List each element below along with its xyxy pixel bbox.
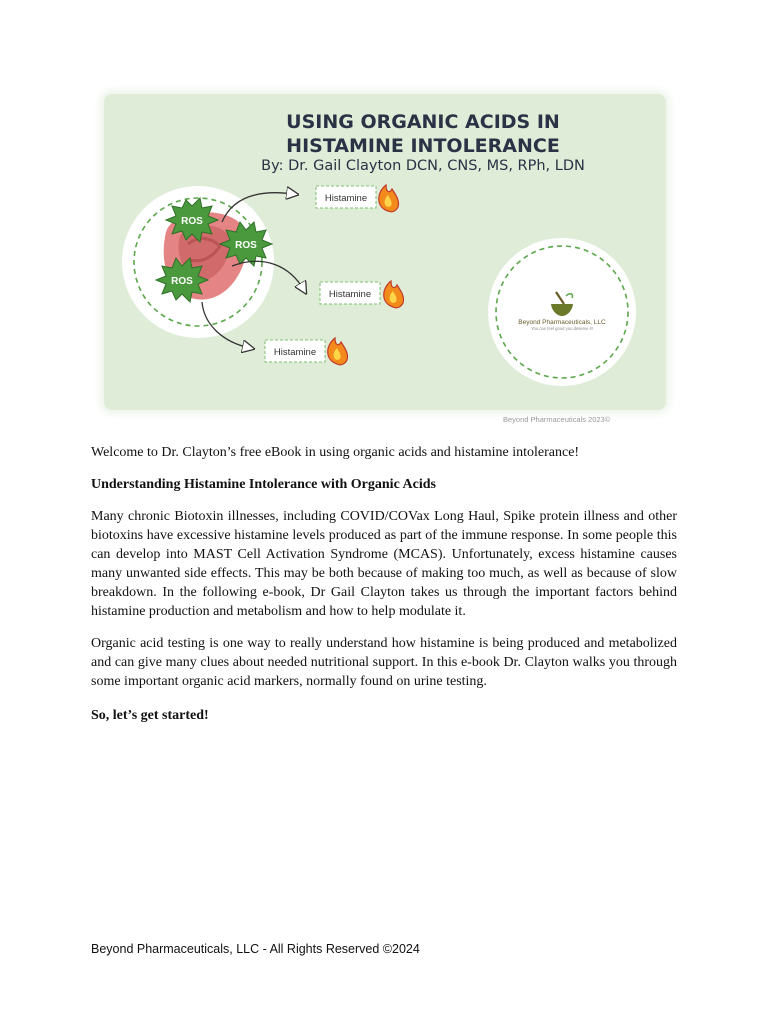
histamine-label: Histamine [273,347,317,358]
logo-tagline: You can feel good you deserve it! [531,326,593,331]
banner-byline: By: Dr. Gail Clayton DCN, CNS, MS, RPh, LDN [261,158,585,174]
ros-label: ROS [181,216,203,227]
flame-icon [379,185,399,212]
banner-copyright: Beyond Pharmaceuticals 2023© [503,415,611,424]
cover-banner [104,94,666,410]
organic-acid-paragraph: Organic acid testing is one way to really understand how histamine is being produced and metabolized and can give many clues about needed nutritional support. In this e-book Dr. Clayton walks you through some important organic acid markers, normally found on urine testing. [91,636,677,689]
histamine-label: Histamine [324,193,368,204]
intro-paragraph: Many chronic Biotoxin illnesses, including COVID/COVax Long Haul, Spike protein illness and other biotoxins have excessive histamine levels produced as part of the immune response. In some people this can develop into MAST Cell Activation Syndrome (MCAS). Unfortunately, excess histamine causes many unwanted side effects. This may be both because of making too much, as well as because of slow breakdown. In the following e-book, Dr Gail Clayton takes us through the important factors behind histamine production and metabolism and how to help modulate it. [91,509,677,619]
histamine-tag [316,185,399,212]
logo-circle [488,238,636,386]
page-footer: Beyond Pharmaceuticals, LLC - All Rights Reserved ©2024 [91,942,420,956]
histamine-label: Histamine [328,289,372,300]
flame-icon [328,338,348,365]
logo-name: Beyond Pharmaceuticals, LLC [518,319,606,326]
banner-title-line: USING ORGANIC ACIDS IN [286,111,560,133]
banner-title-line: HISTAMINE INTOLERANCE [286,135,560,157]
ros-label: ROS [171,276,193,287]
histamine-tag [265,338,348,365]
banner-title [104,110,666,158]
welcome-paragraph: Welcome to Dr. Clayton’s free eBook in using organic acids and histamine intolerance! [91,445,580,460]
histamine-tag [320,281,404,308]
flame-icon [384,281,404,308]
closing-line: So, let’s get started! [91,708,209,723]
ros-label: ROS [235,240,257,251]
section-heading: Understanding Histamine Intolerance with Organic Acids [91,477,436,492]
